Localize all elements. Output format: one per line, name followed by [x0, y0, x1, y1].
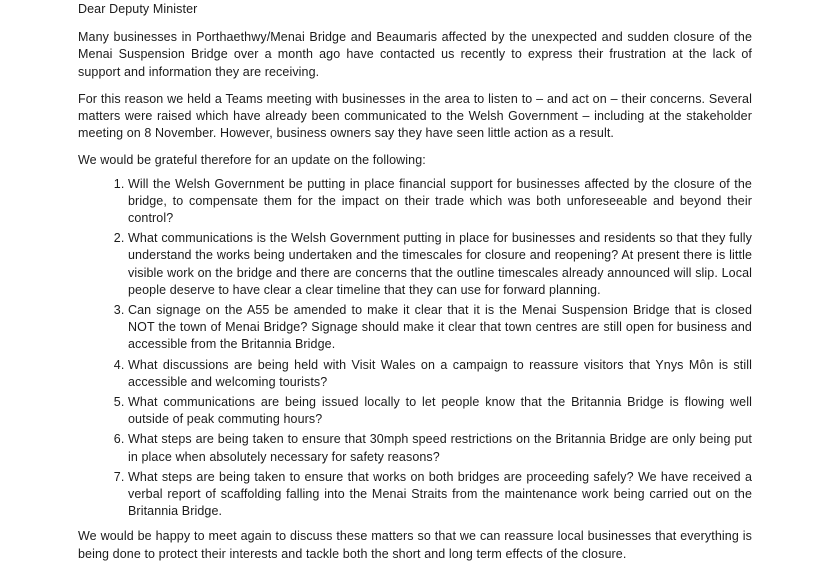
paragraph-teams-meeting: For this reason we held a Teams meeting with businesses in the area to listen to – and act on – their concerns. Several matters were raised which have already been communicated to the Welsh Government – including at the stakeholder meeting on 8 November. However, business owners say they have seen little action as a result.	[78, 91, 752, 141]
letter-document	[78, 1, 752, 563]
list-item-works-safety: 7. What steps are being taken to ensure that works on both bridges are proceeding safely? We have received a verbal report of scaffolding falling into the Menai Straits from the maintenance work being carried out on the Britannia Bridge.	[128, 469, 752, 521]
salutation: Dear Deputy Minister	[78, 2, 198, 16]
list-item-britannia-flow: 5. What communications are being issued locally to let people know that the Britannia Bridge is flowing well outside of peak commuting hours?	[128, 394, 752, 428]
list-item-communications-timescales: 2. What communications is the Welsh Government putting in place for businesses and residents so that they fully understand the works being undertaken and the timescales for closure and reopening? At present there is little visible work on the bridge and there are concerns that the outline timescales already announced will slip. Local people deserve to have clear a clear timeline that they can use for forward planning.	[128, 230, 752, 299]
closing-paragraph: We would be happy to meet again to discuss these matters so that we can reassure local businesses that everything is being done to protect their interests and tackle both the short and long term effects of the closure.	[78, 529, 752, 561]
list-item-speed-restrictions: 6. What steps are being taken to ensure that 30mph speed restrictions on the Britannia Bridge are only being put in place when absolutely necessary for safety reasons?	[128, 431, 752, 465]
list-item-visit-wales: 4. What discussions are being held with Visit Wales on a campaign to reassure visitors that Ynys Môn is still accessible and welcoming tourists?	[128, 357, 752, 391]
list-item-a55-signage: 3. Can signage on the A55 be amended to make it clear that it is the Menai Suspension Bridge that is closed NOT the town of Menai Bridge? Signage should make it clear that town centres are still open for business and accessible from the Britannia Bridge.	[128, 302, 752, 354]
paragraph-update-request: We would be grateful therefore for an update on the following:	[78, 153, 426, 168]
list-item-financial-support: 1. Will the Welsh Government be putting in place financial support for businesses affected by the closure of the bridge, to compensate them for the impact on their trade which was both unforeseeable and beyond their control?	[128, 176, 752, 228]
questions-list	[78, 176, 752, 521]
paragraph-intro: Many businesses in Porthaethwy/Menai Bridge and Beaumaris affected by the unexpected and sudden closure of the Menai Suspension Bridge over a month ago have contacted us recently to express their frustration at the lack of support and information they are receiving.	[78, 30, 752, 79]
